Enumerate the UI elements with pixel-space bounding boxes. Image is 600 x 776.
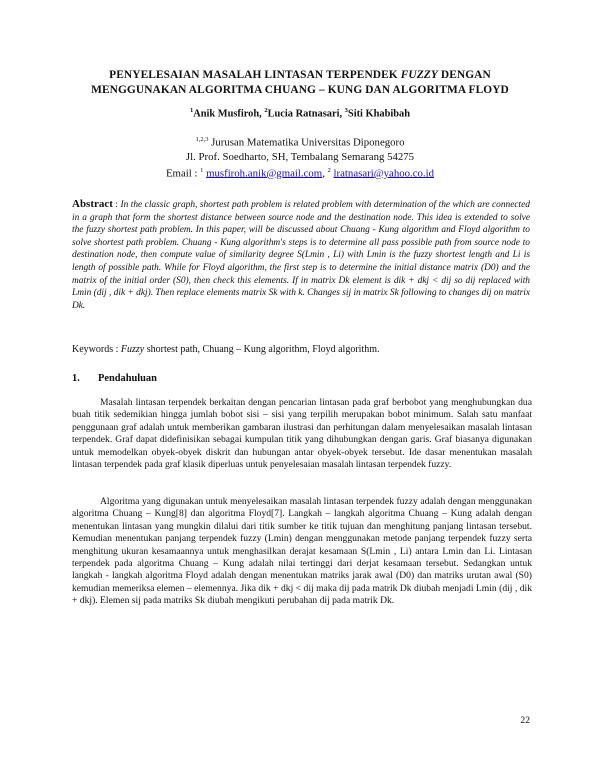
page-number: 22 — [520, 715, 530, 726]
author-list — [60, 107, 540, 119]
keywords-label: Keywords : — [72, 344, 121, 355]
email-label: Email : — [165, 167, 201, 180]
keywords-rest: shortest path, Chuang – Kung algorithm, Floyd algorithm. — [144, 344, 380, 355]
email-1-link[interactable]: musfiroh.anik@gmail.com — [206, 167, 323, 180]
email-2-sup: 2 — [327, 166, 331, 174]
keywords-italic: Fuzzy — [120, 344, 145, 355]
abstract-block — [72, 198, 530, 312]
affiliation-sup: 1,2,3 — [195, 136, 209, 143]
email-2-link[interactable]: lratnasari@yahoo.co.id — [333, 167, 435, 180]
author-3-sup: 3 — [344, 107, 348, 114]
affiliation-dept-line — [60, 133, 540, 150]
abstract-label: Abstract — [72, 198, 113, 210]
keywords-line — [72, 344, 530, 355]
affiliation-block — [60, 133, 540, 180]
author-2-sup: 2 — [264, 107, 268, 114]
author-3-name: Siti Khabibah — [347, 108, 411, 120]
affiliation-address: Jl. Prof. Soedharto, SH, Tembalang Semarang 54275 — [185, 150, 415, 163]
title-italic-word: FUZZY — [400, 69, 438, 81]
abstract-text: In the classic graph, shortest path problem is related problem with determination of the which are connected in a graph that form the shortest distance between source node and the destination node. This idea is extended to solve the fuzzy shortest path problem. In this paper, will be discussed about Chuang - Kung algorithm and Floyd algorithm to solve shortest path problem. Chuang - Kung algorithm's steps is to determine all pass possible path from source node to destination node, then compute value of similarity degree S(Lmin , Li) with Lmin is the fuzzy shortest length and Li is length of possible path. While for Floyd algorithm, the first step is to determine the initial distance matrix (D0) and the matrix of the initial order (S0), then check this elements. If in matrix Dk element is dik + dkj < dij so dij replaced with Lmin (dij , dik + dkj). Then replace elements matrix Sk with k. Changes sij in matrix Sk following to changes dij on matrix Dk. — [72, 200, 531, 311]
paragraph-2: Algoritma yang digunakan untuk menyelesaikan masalah lintasan terpendek fuzzy adalah dengan menggunakan algoritma Chuang – Kung[8] dan algoritma Floyd[7]. Langkah – langkah algoritma Chuang – Kung adalah dengan menentukan lintasan yang mungkin dilalui dari titik sumber ke titik tujuan dan menghitung panjang lintasan tersebut. Kemudian menentukan panjang terpendek fuzzy (Lmin) dengan menggunakan metode panjang terpendek fuzzy serta menghitung ukuran kesamaannya untuk menghasilkan derajat kesamaan S(Lmin , Li) antara Lmin dan Li. Lintasan terpendek pada algoritma Chuang – Kung adalah nilai tertinggi dari derjat kesamaan tersebut. Sedangkan untuk langkah - langkah algoritma Floyd adalah dengan menentukan matriks jarak awal (D0) dan matriks urutan awal (S0) kemudian memeriksa elemen – elemennya. Jika dik + dkj < dij maka dij pada matrik Dk diubah menjadi Lmin (dij , dik + dkj). Elemen sij pada matriks Sk diubah mengikuti perubahan dij pada matrik Dk. — [72, 496, 532, 607]
section-heading — [72, 373, 157, 384]
section-number: 1. — [72, 373, 80, 384]
author-2-name: Lucia Ratnasari, — [267, 108, 345, 120]
author-1-name: Anik Musfiroh, — [193, 108, 265, 120]
affiliation-dept: Jurusan Matematika Universitas Diponegoro — [211, 136, 405, 149]
title-line-1-start: PENYELESAIAN MASALAH LINTASAN TERPENDEK — [109, 69, 401, 81]
title-line-2: MENGGUNAKAN ALGORITMA CHUANG – KUNG DAN ALGORITMA FLOYD — [91, 84, 509, 96]
paper-title — [60, 68, 540, 98]
paragraph-1: Masalah lintasan terpendek berkaitan dengan pencarian lintasan pada graf berbobot yang menghubungkan dua buah titik sedemikian hingga jumlah bobot sisi – sisi yang terpilih merupakan bobot minimum. Salah satu manfaat penggunaan graf adalah untuk memberikan gambaran ilustrasi dan perhitungan dalam menyelesaikan masalah lintasan terpendek. Graf dapat didefinisikan sebagai kumpulan titik yang dihubungkan dengan garis. Graf biasanya digunakan untuk memodelkan obyek-obyek diskrit dan hubungan antar obyek-obyek tersebut. Ide dasar menentukan masalah lintasan terpendek pada graf klasik diperluas untuk penyelesaian masalah lintasan terpendek fuzzy. — [72, 397, 532, 471]
section-title: Pendahuluan — [98, 373, 157, 384]
author-1-sup: 1 — [189, 107, 194, 114]
email-separator: , — [322, 167, 328, 180]
abstract-separator: : — [112, 200, 121, 210]
title-line-1-end: DENGAN — [437, 69, 491, 81]
title-line-1 — [60, 68, 540, 83]
email-1-sup: 1 — [200, 166, 204, 174]
affiliation-email-line — [60, 164, 540, 181]
